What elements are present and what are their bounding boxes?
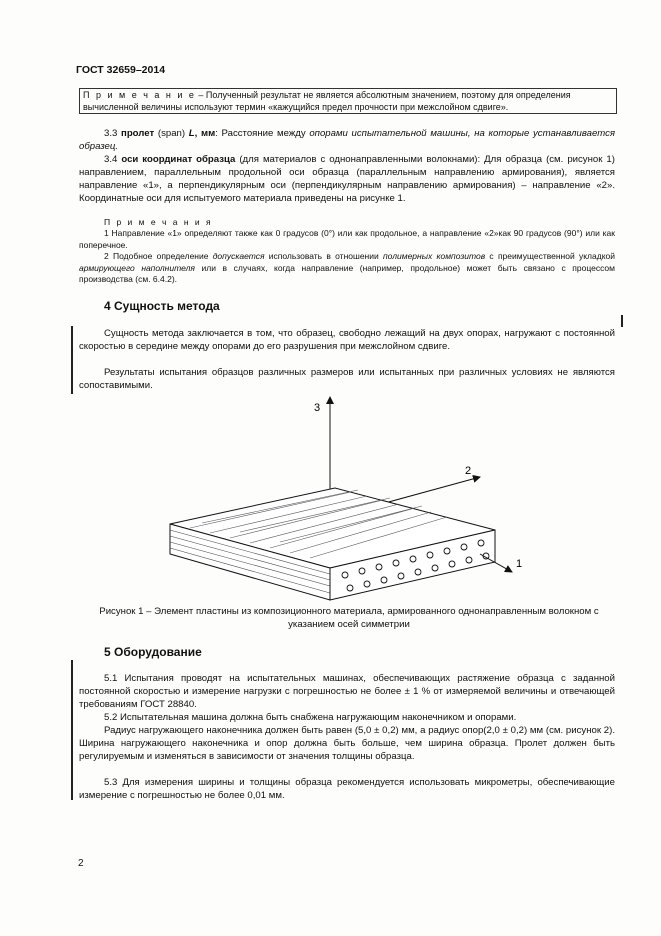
note-box-line-2: вычисленной величины используют термин «кажущийся предел прочности при межслойном сдвиге». [83, 102, 509, 112]
section-4-heading: 4 Сущность метода [104, 299, 220, 313]
change-bar [71, 660, 73, 800]
axis-3-label: 3 [314, 402, 321, 414]
figure-1-caption: Рисунок 1 – Элемент пластины из композиционного материала, армированного однонаправленным волокном с указанием осей симметрии [99, 606, 599, 630]
clause-number: 3.3 [104, 128, 118, 139]
definition-text: : Расстояние между [215, 128, 310, 139]
note-text-1: – Полученный результат не является абсолютным значением, поэтому для определения [195, 90, 571, 100]
axis-1-label: 1 [516, 558, 523, 570]
axis-2-label: 2 [465, 465, 472, 477]
note-box [79, 88, 617, 114]
clause-3-3 [79, 127, 615, 153]
clause-3-4 [79, 153, 615, 205]
section-4-paragraph-1: Сущность метода заключается в том, что образец, свободно лежащий на двух опорах, нагружают с постоянной скоростью в середине между опорами до его разрушения при межслойном сдвиге. [79, 328, 615, 352]
clause-5-3: 5.3 Для измерения ширины и толщины образца рекомендуется использовать микрометры, обеспечивающие измерение с погрешностью не более 0,01 мм. [79, 777, 615, 801]
definition-text: (для материалов с однонаправленными волокнами): Для образца (см. рисунок 1) направлением, параллельным продольной оси образца (параллельным направлению армирования), является направление «1», а перпендикулярным оси (перпендикулярным направлению армирования) – направление «2». Координатные оси для испытуемого материала приведены на рисунке 1. [79, 154, 615, 204]
section-5-heading: 5 Оборудование [104, 645, 202, 659]
note-box-line-1 [83, 89, 571, 101]
clause-5-2: 5.2 Испытательная машина должна быть снабжена нагружающим наконечником и опорами. [104, 712, 517, 723]
note-2: 2 Подобное определение допускается использовать в отношении полимерных композитов с преимущественной укладкой армирующего наполнителя или в случаях, когда направление (например, продольное) может быть связано с процессом производства (см. 6.4.2). [79, 251, 615, 284]
page-number: 2 [78, 858, 84, 869]
term-symbol: L [188, 128, 195, 139]
term-english: (span) [157, 128, 186, 139]
section-4-paragraph-2: Результаты испытания образцов различных размеров или испытанных при различных условиях не являются сопоставимыми. [79, 367, 615, 391]
clause-5-2-details: Радиус нагружающего наконечника должен быть равен (5,0 ± 0,2) мм, а радиус опор(2,0 ± 0,2) мм (см. рисунок 2). Ширина нагружающего наконечника и опор должна быть больше, чем ширина образца. Пролет должен быть регулируемым и изменяться в зависимости от значения толщины образца. [79, 725, 615, 762]
clause-5-1: 5.1 Испытания проводят на испытательных машинах, обеспечивающих растяжение образца с заданной постоянной скоростью и измерение нагрузки с погрешностью не более ± 1 % от измеряемой величины и отвечающей требованиям ГОСТ 28840. [79, 673, 615, 710]
term-unit: , мм [194, 128, 216, 139]
notes-label: П р и м е ч а н и я [104, 217, 213, 227]
change-bar [71, 326, 73, 394]
figure-1-composite-plate [150, 392, 540, 602]
note-1: 1 Направление «1» определяют также как 0 градусов (0°) или как продольное, а направление «2»как 90 градусов (90°) или как поперечное. [79, 228, 615, 250]
term: пролет [121, 128, 155, 139]
note-label: П р и м е ч а н и е [83, 90, 196, 100]
term: оси координат образца [121, 154, 236, 165]
document-code: ГОСТ 32659–2014 [76, 64, 166, 76]
change-bar [621, 315, 623, 327]
definition-italic: опорами испытательной машины, на которые устанавливается образец. [79, 128, 616, 152]
clause-number: 3.4 [104, 154, 118, 165]
